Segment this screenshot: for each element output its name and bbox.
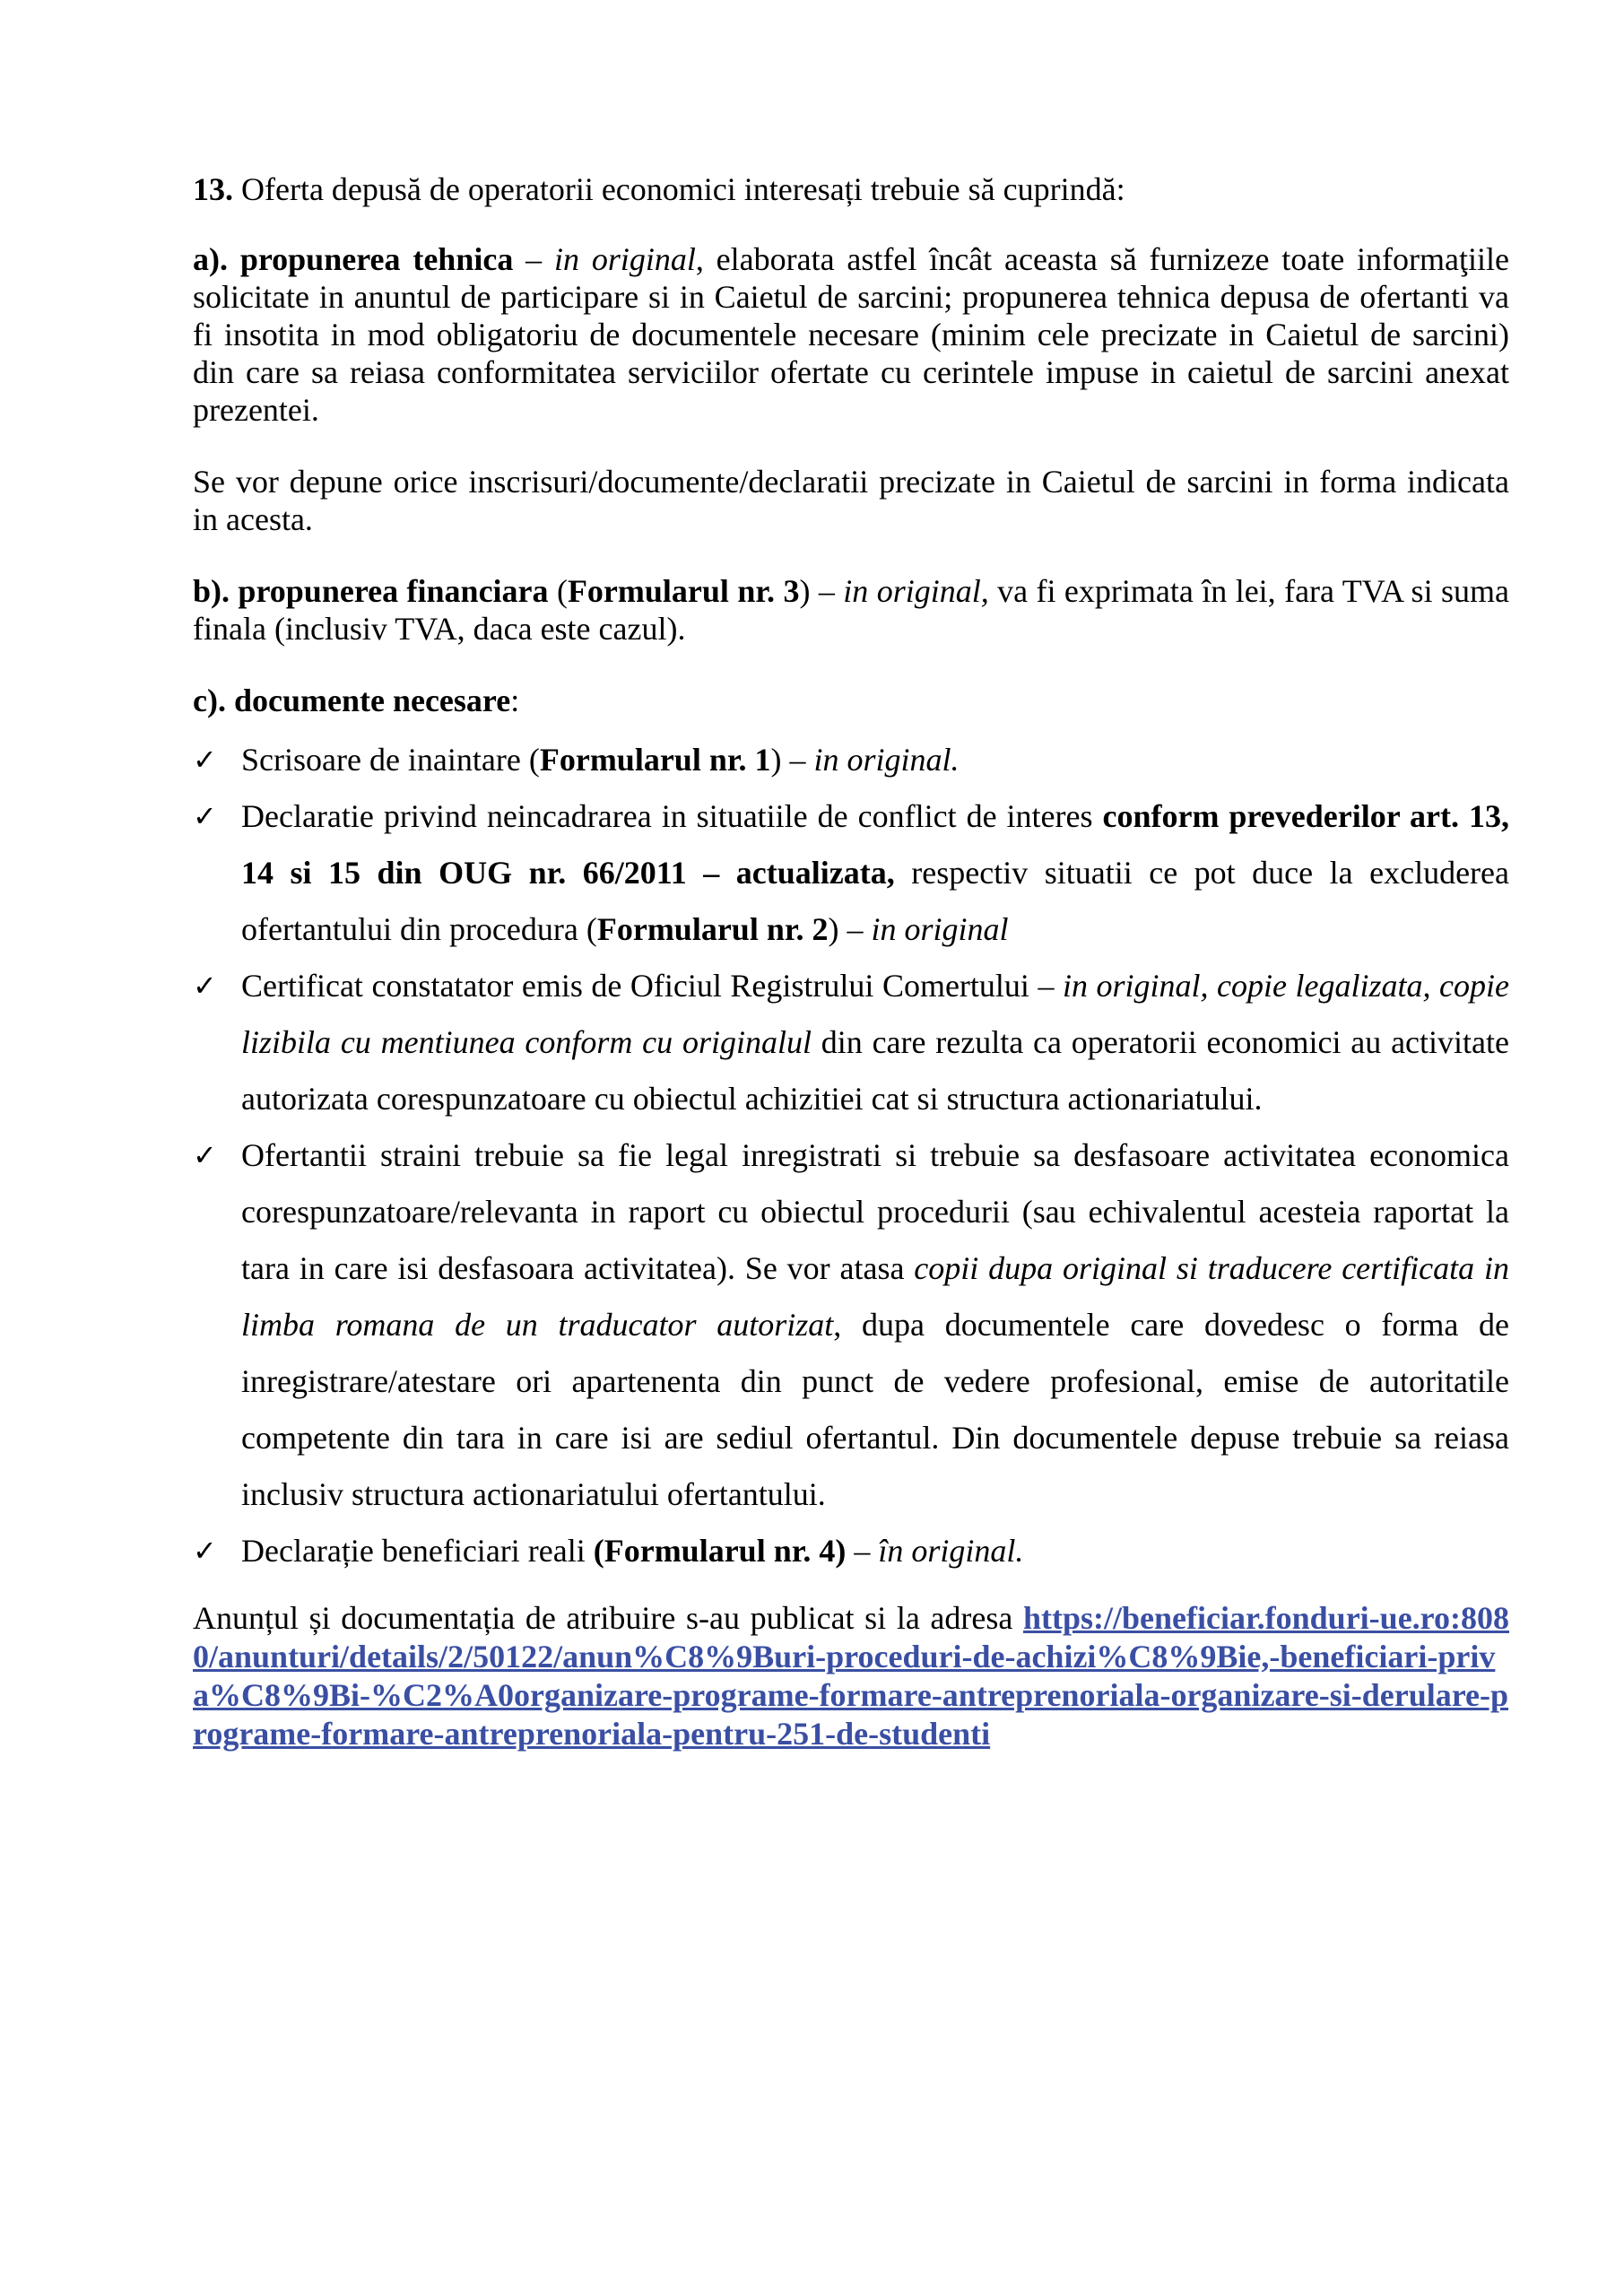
section-c-colon: : (510, 683, 520, 718)
footer-text: Anunțul și documentația de atribuire s-au publicat si la adresa (193, 1600, 1023, 1636)
item-bold: conform prevederilor art. 13, 14 si 15 din OUG nr. 66/2011 – actualizata, (241, 798, 1509, 891)
check-icon: ✓ (193, 799, 217, 833)
intro-number: 13. (193, 171, 233, 207)
section-a-paragraph (193, 240, 1509, 429)
section-a-italic: in original (554, 241, 696, 277)
section-a-dash: – (513, 241, 554, 277)
item-text: Scrisoare de inaintare ( (241, 742, 540, 778)
item-bold: (Formularul nr. 4) (593, 1533, 847, 1569)
section-a-text: , elaborata astfel încât aceasta să furnizeze toate informaţiile solicitate in anuntul de participare si in Caietul de sarcini; propunerea tehnica depusa de ofertanti va fi insotita in mod obligatoriu de documentele necesare (minim cele precizate in Caietul de sarcini) din care sa reiasa conformitatea serviciilor ofertate cu cerintele impuse in caietul de sarcini anexat prezentei. (193, 241, 1509, 428)
section-b-close: ) – (799, 573, 844, 609)
section-c-label: c). documente necesare (193, 683, 511, 718)
section-b-paragraph (193, 572, 1509, 648)
documents-checklist (193, 732, 1509, 1579)
section-a-label: a). propunerea tehnica (193, 241, 514, 277)
document-page (193, 170, 1509, 1786)
item-italic: in original (871, 911, 1009, 947)
item-text: , dupa documentele care dovedesc o forma de inregistrare/atestare ori apartenenta din punct de vedere profesional, emise de autoritatile competente din tara in care isi are sediul ofertantul. Din documentele depuse trebuie sa reiasa inclusiv structura actionariatului ofertantului. (241, 1307, 1510, 1512)
depune-paragraph: Se vor depune orice inscrisuri/documente/declaratii precizate in Caietul de sarcini in forma indicata in acesta. (193, 464, 1509, 537)
item-text: ) – (828, 911, 872, 947)
footer-paragraph (193, 1599, 1509, 1753)
item-text: Ofertantii straini trebuie sa fie legal inregistrati si trebuie sa desfasoare activitatea economica corespunzatoare/relevanta in raport cu obiectul procedurii (sau echivalentul acesteia raportat la tara in care isi desfasoara activitatea). Se vor atasa (241, 1137, 1509, 1286)
check-icon: ✓ (193, 1138, 217, 1172)
item-italic: în original. (878, 1533, 1024, 1569)
section-b-open: ( (548, 573, 568, 609)
item-text: Declarație beneficiari reali (241, 1533, 594, 1569)
intro-paragraph (193, 170, 1509, 208)
item-text: din care rezulta ca operatorii economici au activitate autorizata corespunzatoare cu obiectul achizitiei cat si structura actionariatului. (241, 1024, 1509, 1117)
announcement-link[interactable]: https://beneficiar.fonduri-ue.ro:8080/anunturi/details/2/50122/anun%C8%9Buri-proceduri-de-achizi%C8%9Bie,-beneficiari-priva%C8%9Bi-%C2%A0organizare-programe-formare-antreprenoriala-organizare-si-derulare-programe-formare-antreprenoriala-pentru-251-de-studenti (193, 1600, 1509, 1752)
checklist-item (193, 1127, 1509, 1523)
item-text: – (846, 1533, 879, 1569)
item-bold: Formularul nr. 2 (596, 911, 829, 947)
checklist-item (193, 1523, 1509, 1579)
check-icon: ✓ (193, 969, 217, 1003)
section-b-form: Formularul nr. 3 (567, 573, 800, 609)
item-bold: Formularul nr. 1 (539, 742, 771, 778)
section-b-label: b). propunerea financiara (193, 573, 549, 609)
item-text: Certificat constatator emis de Oficiul Registrului Comertului – (241, 968, 1063, 1004)
check-icon: ✓ (193, 1534, 217, 1568)
item-text: ) – (770, 742, 814, 778)
item-italic: copii dupa original si traducere certificata in limba romana de un traducator autorizat (241, 1250, 1509, 1343)
item-italic: in original. (813, 742, 960, 778)
intro-text: Oferta depusă de operatorii economici interesați trebuie să cuprindă: (233, 171, 1125, 207)
checklist-item (193, 732, 1509, 788)
section-b-italic: in original, (843, 573, 989, 609)
checklist-item (193, 788, 1509, 958)
section-b-text: va fi exprimata în lei, fara TVA si suma finala (inclusiv TVA, daca este cazul). (193, 573, 1509, 647)
item-text: Declaratie privind neincadrarea in situatiile de conflict de interes (241, 798, 1103, 834)
checklist-item (193, 958, 1509, 1127)
item-italic: in original, copie legalizata, copie lizibila cu mentiunea conform cu originalul (241, 968, 1510, 1060)
check-icon: ✓ (193, 743, 217, 777)
section-c-paragraph (193, 682, 1509, 719)
item-text: respectiv situatii ce pot duce la excluderea ofertantului din procedura ( (241, 855, 1510, 947)
